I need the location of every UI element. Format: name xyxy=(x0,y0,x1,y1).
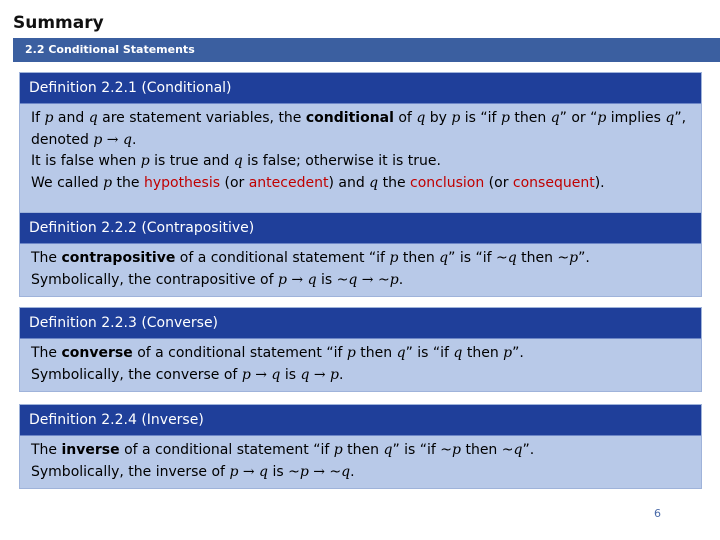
definition-line: The converse of a conditional statement “if p then q” is “if q then p”. xyxy=(31,345,524,361)
definition-heading: Definition 2.2.4 (Inverse) xyxy=(20,405,701,436)
definition-line: The inverse of a conditional statement “if p then q” is “if ~p then ~q”. xyxy=(31,442,535,458)
definition-line: We called p the hypothesis (or antecedent) and q the conclusion (or consequent). xyxy=(31,174,605,191)
definition-line: It is false when p is true and q is false; otherwise it is true. xyxy=(31,153,441,169)
definition-body xyxy=(20,436,701,488)
definition-line: The contrapositive of a conditional statement “if p then q” is “if ~q then ~p”. xyxy=(31,250,590,266)
definition-contrapositive xyxy=(19,212,702,297)
definition-body xyxy=(20,244,701,296)
term-hypothesis: hypothesis xyxy=(143,174,221,191)
definition-heading: Definition 2.2.1 (Conditional) xyxy=(20,73,701,104)
definition-heading: Definition 2.2.3 (Converse) xyxy=(20,308,701,339)
definition-line: Symbolically, the converse of p → q is q → p. xyxy=(31,366,344,383)
page-number: 6 xyxy=(654,507,661,520)
definition-body xyxy=(20,339,701,391)
definition-line: Symbolically, the inverse of p → q is ~p → ~q. xyxy=(31,463,355,480)
term-antecedent: antecedent xyxy=(248,174,329,191)
term-consequent: consequent xyxy=(512,174,595,191)
section-subtitle: 2.2 Conditional Statements xyxy=(25,43,195,56)
section-bar xyxy=(13,38,720,62)
term-conclusion: conclusion xyxy=(410,174,485,191)
page-title: Summary xyxy=(13,13,104,33)
definition-heading: Definition 2.2.2 (Contrapositive) xyxy=(20,213,701,244)
definition-converse xyxy=(19,307,702,392)
definition-line: denoted p → q. xyxy=(31,131,137,148)
definition-line: Symbolically, the contrapositive of p → q is ~q → ~p. xyxy=(31,271,404,288)
definition-line: If p and q are statement variables, the conditional of q by p is “if p then q” or “p implies q”, xyxy=(31,110,687,126)
definition-inverse xyxy=(19,404,702,489)
